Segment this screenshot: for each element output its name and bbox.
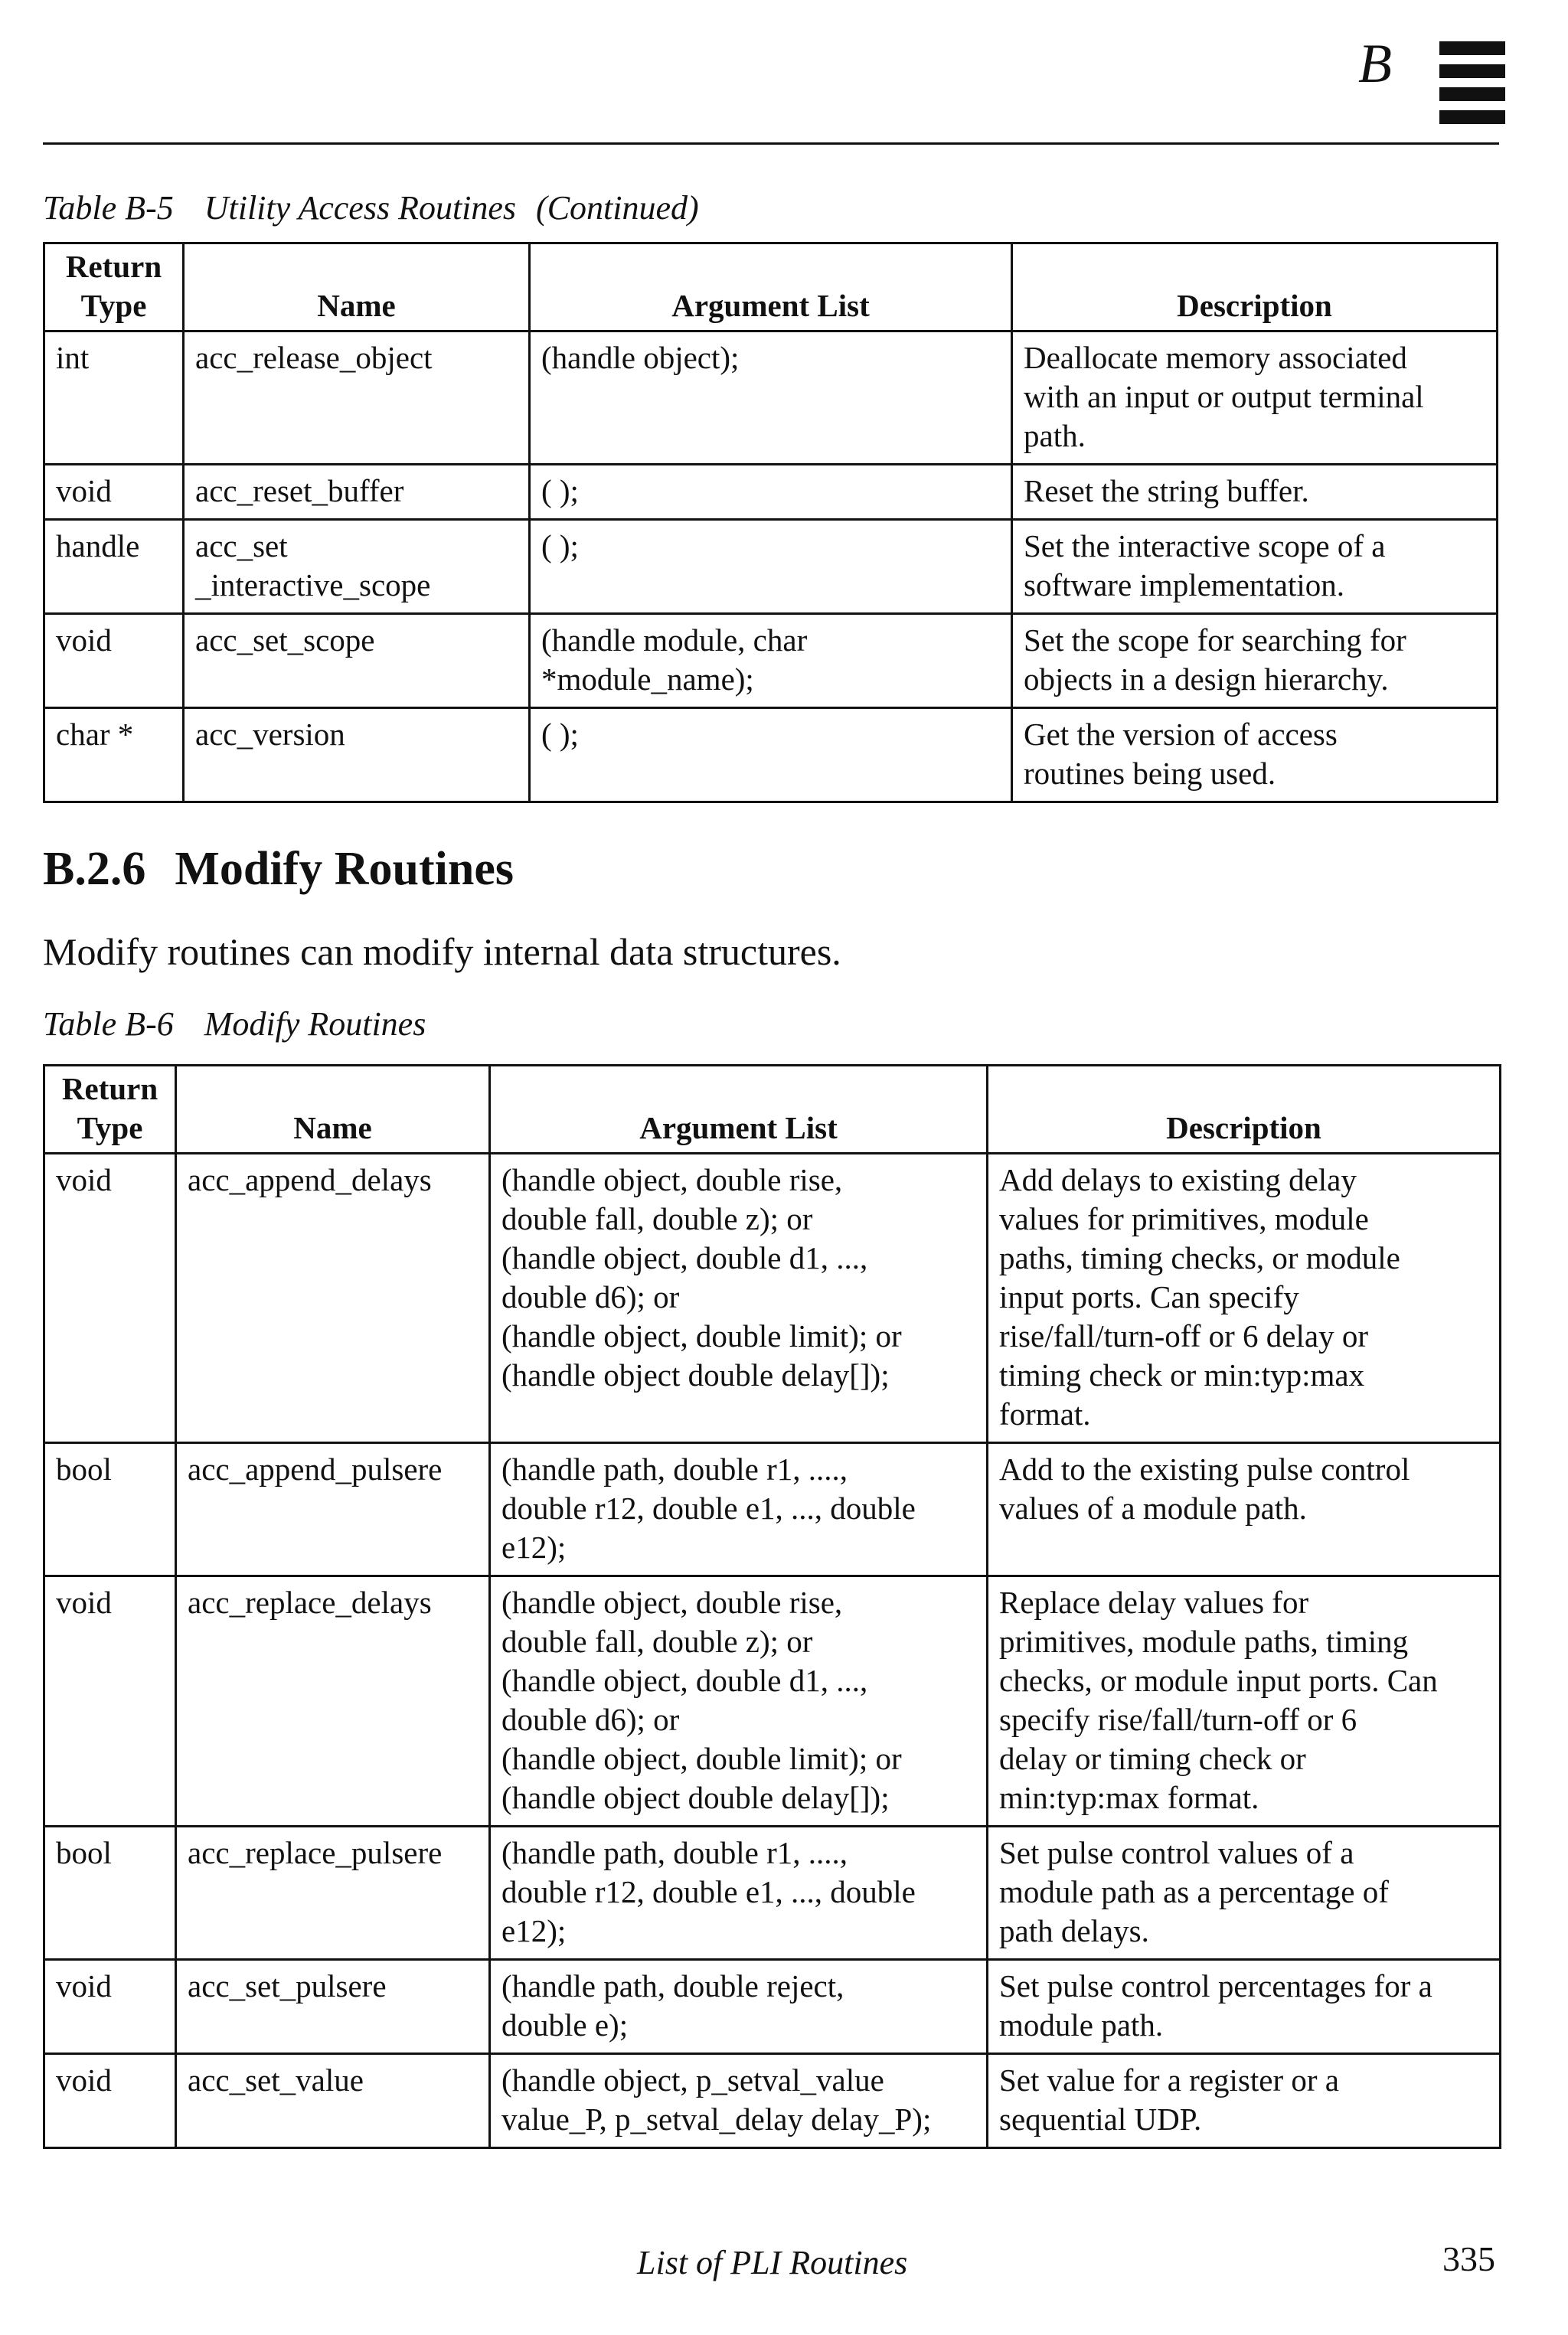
table-header-row [44,243,1498,331]
table-row [44,465,1498,520]
table-b6 [43,1064,1501,2149]
cell-line: Set pulse control percentages for a [999,1968,1432,2004]
cell-line: double d6); or [501,1279,680,1314]
cell-description [1012,614,1498,708]
cell-line: Add delays to existing delay [999,1162,1357,1197]
cell-line: (handle object, double limit); or [501,1318,902,1354]
table-b5-continued: (Continued) [536,189,699,227]
cell-line: _interactive_scope [195,567,431,603]
cell-description [988,1827,1501,1960]
cell-line: Get the version of access [1024,717,1338,752]
cell-description [1012,331,1498,465]
thumb-tab-marks [1439,41,1505,133]
cell-line: (handle object double delay[]); [501,1780,890,1815]
cell-return-type: void [44,465,184,520]
cell-line: sequential UDP. [999,2102,1202,2137]
footer-title: List of PLI Routines [637,2244,908,2281]
cell-argument-list [490,1154,988,1443]
cell-name [184,331,530,465]
cell-name [184,708,530,802]
column-header-name: Name [184,243,530,331]
cell-line: Replace delay values for [999,1585,1309,1620]
cell-line: acc_set_scope [195,622,375,658]
cell-argument-list [530,520,1012,614]
cell-argument-list [490,2054,988,2148]
cell-line: (handle object double delay[]); [501,1357,890,1393]
cell-line: acc_append_delays [188,1162,432,1197]
cell-name [176,1154,490,1443]
table-b5-body [44,331,1498,802]
cell-argument-list [530,465,1012,520]
cell-line: input ports. Can specify [999,1279,1299,1314]
table-b6-body [44,1154,1501,2148]
thumb-tab-bar [1439,110,1505,124]
cell-line: values of a module path. [999,1491,1307,1526]
cell-description [988,1576,1501,1827]
table-row [44,1827,1501,1960]
cell-line: ( ); [541,528,579,563]
thumb-tab-bar [1439,87,1505,101]
cell-line: acc_replace_pulsere [188,1835,443,1870]
header-rule [43,142,1499,145]
cell-line: (handle object, double rise, [501,1585,843,1620]
table-row [44,1154,1501,1443]
column-header-argument-list: Argument List [530,243,1012,331]
page-number: 335 [1442,2239,1495,2278]
table-b5 [43,242,1498,803]
cell-return-type: void [44,1576,176,1827]
cell-return-type: bool [44,1827,176,1960]
cell-line: Set the interactive scope of a [1024,528,1386,563]
cell-line: module path. [999,2007,1164,2043]
header-line: Return [61,1071,158,1106]
column-header-name: Name [176,1066,490,1154]
cell-line: min:typ:max format. [999,1780,1259,1815]
section-title: Modify Routines [175,843,514,895]
cell-line: double d6); or [501,1702,680,1737]
cell-return-type: handle [44,520,184,614]
table-header-row [44,1066,1501,1154]
cell-argument-list [490,1827,988,1960]
cell-argument-list [530,331,1012,465]
cell-line: delay or timing check or [999,1741,1306,1776]
cell-line: (handle object); [541,340,740,375]
cell-return-type: void [44,2054,176,2148]
table-row [44,520,1498,614]
cell-description [988,2054,1501,2148]
table-row [44,1443,1501,1576]
cell-line: Set value for a register or a [999,2062,1339,2098]
cell-line: path. [1024,418,1086,453]
cell-line: checks, or module input ports. Can [999,1663,1438,1698]
column-header-return-type [44,243,184,331]
cell-line: specify rise/fall/turn-off or 6 [999,1702,1357,1737]
cell-line: *module_name); [541,661,754,697]
cell-line: rise/fall/turn-off or 6 delay or [999,1318,1368,1354]
section-body-text: Modify routines can modify internal data structures. [43,930,841,973]
cell-line: paths, timing checks, or module [999,1240,1400,1275]
cell-line: acc_replace_delays [188,1585,432,1620]
cell-line: acc_set_value [188,2062,364,2098]
cell-description [988,1960,1501,2054]
header-line: Type [77,1110,143,1145]
cell-line: software implementation. [1024,567,1344,603]
column-header-return-type [44,1066,176,1154]
thumb-tab-bar [1439,64,1505,78]
cell-return-type: void [44,1960,176,2054]
column-header-description: Description [988,1066,1501,1154]
table-b6-label: Table B-6 [43,1005,174,1043]
cell-description [1012,520,1498,614]
cell-line: (handle object, double d1, ..., [501,1663,868,1698]
cell-name [184,465,530,520]
cell-line: value_P, p_setval_delay delay_P); [501,2102,932,2137]
cell-line: (handle object, double rise, [501,1162,843,1197]
cell-line: with an input or output terminal [1024,379,1424,414]
cell-argument-list [530,708,1012,802]
cell-line: acc_reset_buffer [195,473,404,508]
table-b6-caption [43,1004,426,1043]
table-row [44,2054,1501,2148]
cell-line: Set pulse control values of a [999,1835,1354,1870]
cell-line: (handle object, p_setval_value [501,2062,884,2098]
table-b5-label: Table B-5 [43,189,174,227]
cell-line: primitives, module paths, timing [999,1624,1409,1659]
cell-line: Deallocate memory associated [1024,340,1407,375]
cell-argument-list [490,1960,988,2054]
cell-line: routines being used. [1024,756,1276,791]
cell-argument-list [490,1443,988,1576]
cell-line: double e); [501,2007,629,2043]
cell-name [176,1960,490,2054]
table-row [44,614,1498,708]
column-header-description: Description [1012,243,1498,331]
table-b5-caption [43,188,699,227]
cell-name [176,1576,490,1827]
section-heading [43,842,514,896]
cell-return-type: char * [44,708,184,802]
cell-name [184,520,530,614]
cell-return-type: bool [44,1443,176,1576]
cell-line: (handle object, double d1, ..., [501,1240,868,1275]
cell-line: acc_append_pulsere [188,1452,443,1487]
cell-line: e12); [501,1913,567,1948]
cell-line: objects in a design hierarchy. [1024,661,1389,697]
table-row [44,331,1498,465]
cell-line: double fall, double z); or [501,1624,813,1659]
cell-line: (handle module, char [541,622,808,658]
table-row [44,1960,1501,2054]
cell-description [1012,465,1498,520]
cell-line: values for primitives, module [999,1201,1369,1236]
cell-line: double r12, double e1, ..., double [501,1491,916,1526]
cell-line: path delays. [999,1913,1149,1948]
cell-line: Reset the string buffer. [1024,473,1309,508]
cell-line: (handle path, double reject, [501,1968,844,2004]
table-b5-title: Utility Access Routines [204,189,517,227]
cell-description [1012,708,1498,802]
section-number: B.2.6 [43,843,146,895]
cell-line: (handle path, double r1, ...., [501,1835,848,1870]
cell-name [184,614,530,708]
cell-line: Set the scope for searching for [1024,622,1406,658]
cell-return-type: int [44,331,184,465]
cell-argument-list [490,1576,988,1827]
thumb-tab-bar [1439,41,1505,55]
cell-return-type: void [44,614,184,708]
cell-line: ( ); [541,473,579,508]
table-row [44,708,1498,802]
cell-line: module path as a percentage of [999,1874,1389,1909]
cell-name [176,1827,490,1960]
cell-description [988,1154,1501,1443]
cell-line: format. [999,1396,1091,1432]
cell-name [176,1443,490,1576]
table-row [44,1576,1501,1827]
header-line: Type [80,288,147,323]
cell-return-type: void [44,1154,176,1443]
cell-description [988,1443,1501,1576]
cell-name [176,2054,490,2148]
cell-line: ( ); [541,717,579,752]
cell-line: e12); [501,1530,567,1565]
cell-line: (handle path, double r1, ...., [501,1452,848,1487]
appendix-letter: B [1358,33,1392,94]
cell-line: acc_set_pulsere [188,1968,387,2004]
column-header-argument-list: Argument List [490,1066,988,1154]
cell-line: double fall, double z); or [501,1201,813,1236]
cell-line: timing check or min:typ:max [999,1357,1365,1393]
cell-line: acc_version [195,717,345,752]
cell-line: Add to the existing pulse control [999,1452,1410,1487]
table-b6-title: Modify Routines [204,1005,426,1043]
cell-line: acc_release_object [195,340,433,375]
cell-argument-list [530,614,1012,708]
cell-line: double r12, double e1, ..., double [501,1874,916,1909]
header-line: Return [65,249,162,284]
cell-line: acc_set [195,528,288,563]
cell-line: (handle object, double limit); or [501,1741,902,1776]
